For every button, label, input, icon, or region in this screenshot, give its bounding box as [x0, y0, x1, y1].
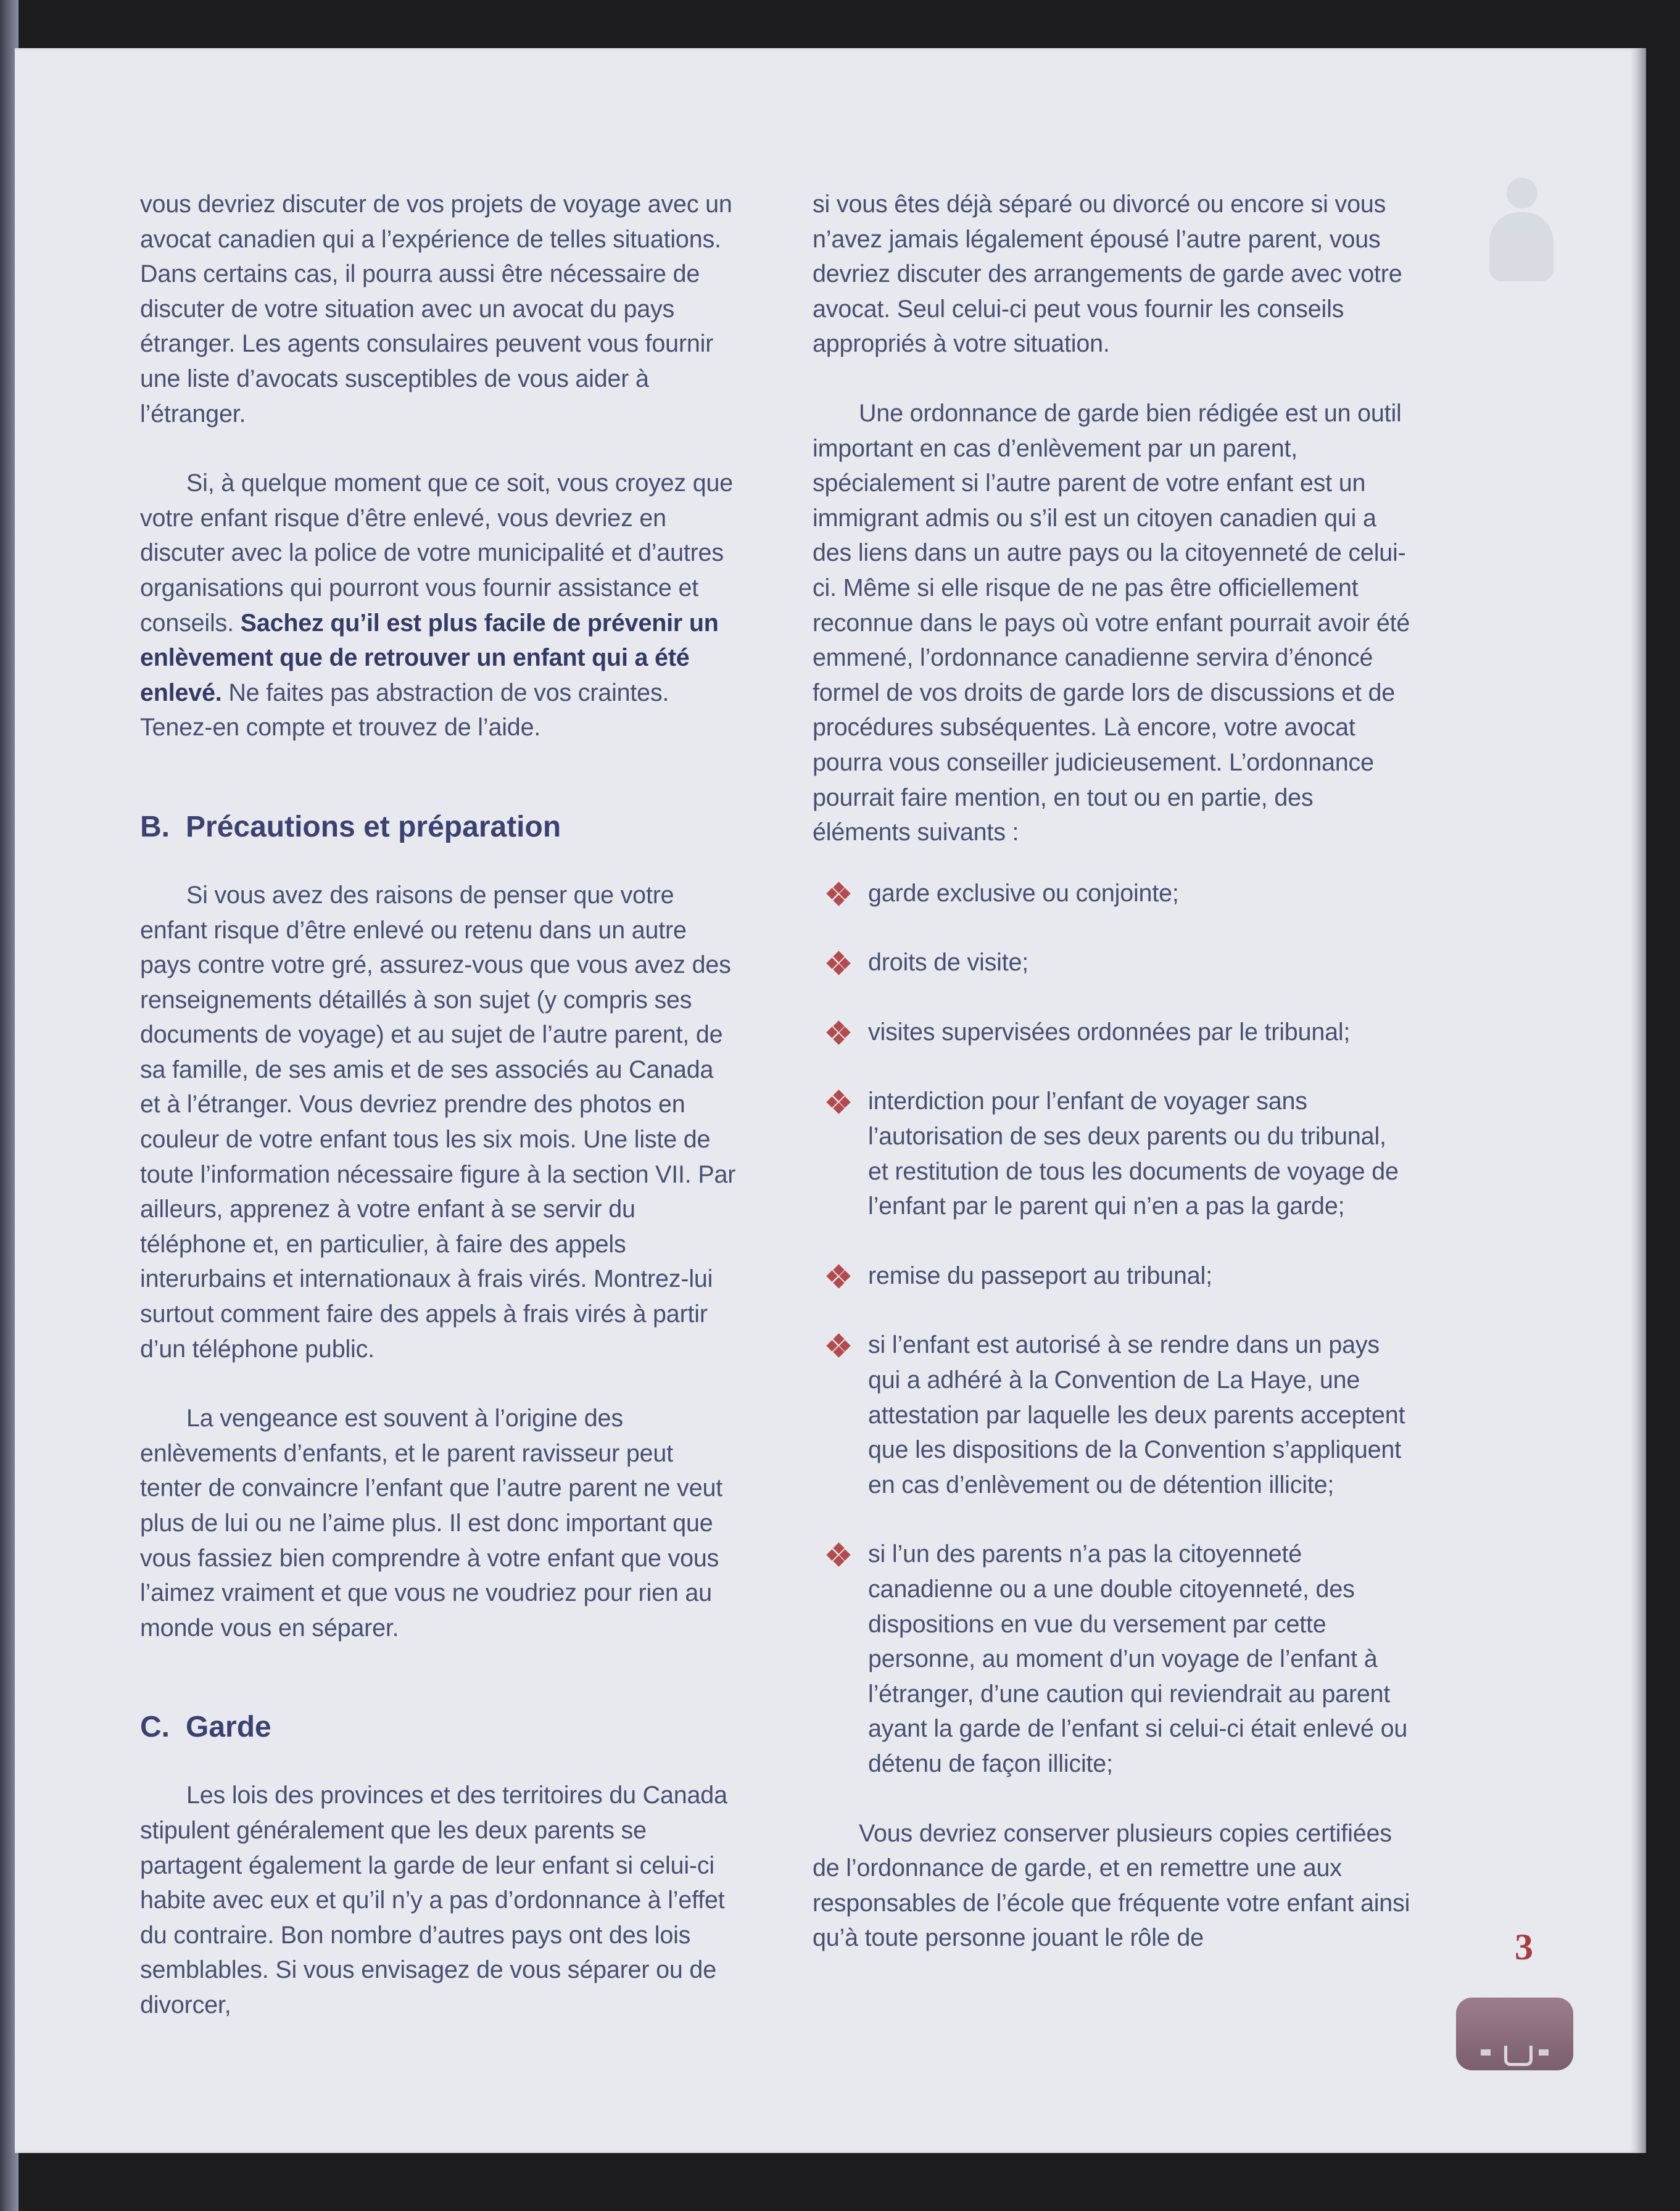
paragraph [140, 466, 739, 745]
list-item [813, 876, 1411, 911]
paragraph: Si vous avez des raisons de penser que votre enfant risque d’être enlevé ou retenu dans un autre pays contre votre gré, assurez-vous que vous avez des renseignements détaillés à son sujet (y compris ses documents de voyage) et au sujet de l’autre parent, de sa famille, de ses amis et de ses associés au Canada et à l’étranger. Vous devriez prendre des photos en couleur de votre enfant tous les six mois. Une liste de toute l’information nécessaire figure à la section VII. Par ailleurs, apprenez à votre enfant à se servir du téléphone et, en particulier, à faire des appels interurbains et internationaux à frais virés. Montrez-lui surtout comment faire des appels à frais virés à partir d’un téléphone public. [140, 881, 736, 1363]
list-item-text: visites supervisées ordonnées par le tribunal; [868, 1018, 1351, 1046]
bullet-diamond-icon [827, 1543, 850, 1566]
list-item-text: droits de visite; [868, 949, 1029, 977]
section-heading-b [140, 809, 739, 846]
bullet-diamond-icon [827, 1265, 850, 1288]
list-item [813, 1084, 1411, 1223]
emphasis-text: Sachez qu’il est plus facile de prévenir un enlèvement que de retrouver un enfant qui a été enlevé. [140, 609, 719, 706]
paragraph: vous devriez discuter de vos projets de voyage avec un avocat canadien qui a l’expérience de telles situations. Dans certains cas, il pourra aussi être nécessaire de discuter de votre situation avec un avocat du pays étranger. Les agents consulaires peuvent vous fournir une liste d’avocats susceptibles de vous aider à l’étranger. [140, 191, 732, 428]
bullet-diamond-icon [827, 882, 850, 906]
bullet-diamond-icon [827, 951, 850, 975]
bullet-diamond-icon [827, 1021, 850, 1044]
document-page [15, 48, 1637, 2153]
paragraph: Les lois des provinces et des territoires du Canada stipulent généralement que les deux parents se partagent également la garde de leur enfant si celui-ci habite avec eux et qu’il n’y a pas d’ordonnance à l’effet du contraire. Bon nombre d’autres pays ont des lois semblables. Si vous envisagez de vous séparer ou de divorcer, [140, 1782, 727, 2019]
paragraph: La vengeance est souvent à l’origine des enlèvements d’enfants, et le parent ravisseur peut tenter de convaincre l’enfant que l’autre parent ne veut plus de lui ou ne l’aime plus. Il est donc important que vous fassiez bien comprendre à votre enfant que vous l’aimez vraiment et que vous ne voudriez pour rien au monde vous en séparer. [140, 1405, 723, 1642]
list-item [813, 1537, 1411, 1781]
bullet-diamond-icon [827, 1334, 850, 1357]
paragraph: Vous devriez conserver plusieurs copies certifiées de l’ordonnance de garde, et en remettre une aux responsables de l’école que fréquente votre enfant ainsi qu’à toute personne jouant le rôle de [813, 1819, 1410, 1952]
ghost-figure-icon [1483, 178, 1557, 283]
page-number: 3 [1515, 1927, 1533, 1967]
list-item [813, 1015, 1411, 1050]
right-column [813, 187, 1411, 1956]
page-edge [1637, 48, 1646, 2153]
section-letter: B. [140, 810, 170, 843]
left-column [140, 187, 739, 2023]
bullet-diamond-icon [827, 1090, 850, 1114]
list-item [813, 1258, 1411, 1294]
section-heading-c [140, 1709, 739, 1746]
section-letter: C. [140, 1711, 170, 1744]
paragraph-text: Ne faites pas abstraction de vos craintes. Tenez-en compte et trouvez de l’aide. [140, 679, 669, 742]
list-item-text: interdiction pour l’enfant de voyager sans l’autorisation de ses deux parents ou du tribunal, et restitution de tous les documents de voyage de l’enfant par le parent qui n’en a pas la garde; [868, 1088, 1399, 1220]
list-item [813, 1328, 1411, 1502]
list-item-text: si l’un des parents n’a pas la citoyenneté canadienne ou a une double citoyenneté, des dispositions en vue du versement par cette personne, au moment d’un voyage de l’enfant à l’étranger, d’une caution qui reviendrait au parent ayant la garde de l’enfant si celui-ci était enlevé ou détenu de façon illicite; [868, 1540, 1408, 1777]
suitcase-icon [1456, 1998, 1573, 2070]
list-item-text: garde exclusive ou conjointe; [868, 879, 1179, 907]
section-title: Garde [186, 1711, 271, 1744]
paragraph: si vous êtes déjà séparé ou divorcé ou encore si vous n’avez jamais légalement épousé l’autre parent, vous devriez discuter des arrangements de garde avec votre avocat. Seul celui-ci peut vous fournir les conseils appropriés à votre situation. [813, 191, 1402, 358]
list-item [813, 945, 1411, 980]
bullet-list [813, 876, 1411, 1782]
section-title: Précautions et préparation [186, 810, 561, 843]
list-item-text: si l’enfant est autorisé à se rendre dans un pays qui a adhéré à la Convention de La Haye, une attestation par laquelle les deux parents acceptent que les dispositions de la Convention s’appliquent en cas d’enlèvement ou de détention illicite; [868, 1331, 1405, 1498]
paragraph-text: Si, à quelque moment que ce soit, vous croyez que votre enfant risque d’être enlevé, vous devriez en discuter avec la police de votre municipalité et d’autres organisations qui pourront vous fournir assistance et conseils. [140, 469, 734, 637]
list-item-text: remise du passeport au tribunal; [868, 1262, 1212, 1289]
paragraph: Une ordonnance de garde bien rédigée est un outil important en cas d’enlèvement par un parent, spécialement si l’autre parent de votre enfant est un immigrant admis ou s’il est un citoyen canadien qui a des liens dans un autre pays ou la citoyenneté de celui-ci. Même si elle risque de ne pas être officiellement reconnue dans le pays où votre enfant pourrait avoir été emmené, l’ordonnance canadienne servira d’énoncé formel de vos droits de garde lors de discussions et de procédures subséquentes. Là encore, votre avocat pourra vous conseiller judicieusement. L’ordonnance pourrait faire mention, en tout ou en partie, des éléments suivants : [813, 399, 1410, 846]
